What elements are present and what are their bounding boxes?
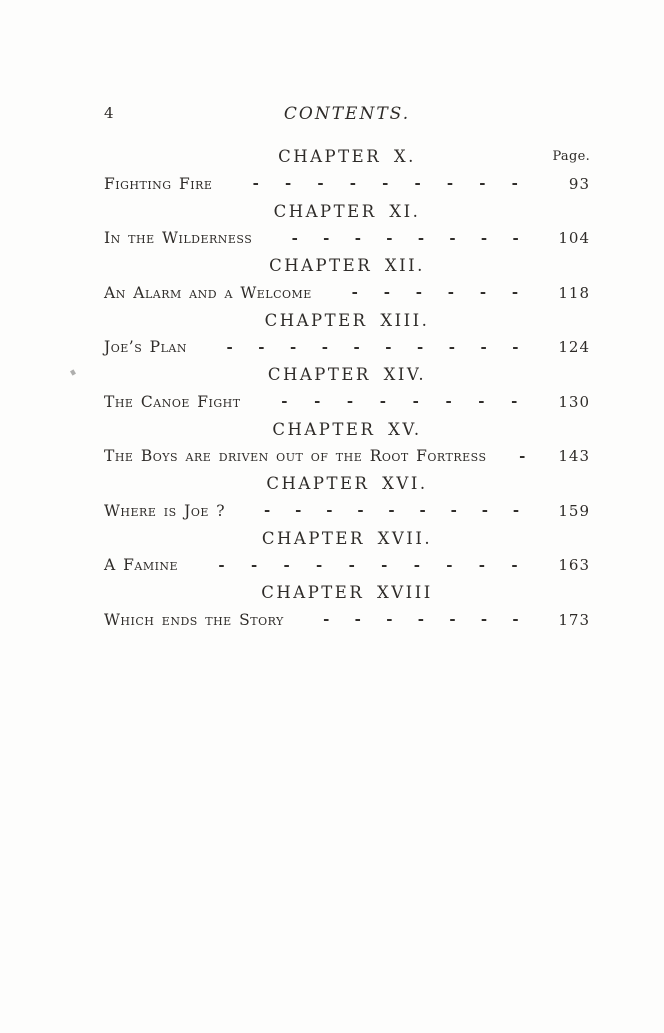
toc-entry: [104, 334, 590, 362]
leader-dash: -: [519, 448, 526, 464]
leader-dash: -: [357, 503, 364, 519]
leader-dash: -: [382, 176, 389, 192]
page-number: 159: [558, 501, 590, 520]
leader-dash: -: [413, 557, 420, 573]
leader-dash: -: [281, 394, 288, 410]
leader-dash: -: [416, 339, 424, 355]
chapter-heading: CHAPTER XVII.: [261, 528, 433, 548]
entry-title: Where is Joe ?: [104, 501, 226, 520]
chapter-heading: CHAPTER XII.: [269, 256, 425, 275]
page-number: 118: [558, 283, 590, 302]
chapter-heading: CHAPTER XV.: [272, 419, 422, 439]
leader-dash: -: [448, 339, 455, 355]
leader-dash: -: [383, 285, 390, 301]
entry-title: The Canoe Fight: [104, 392, 241, 411]
leader-dash: -: [415, 285, 422, 301]
leader-dash: -: [284, 176, 292, 192]
leader-dashes: [239, 503, 544, 518]
leader-dash: -: [385, 339, 392, 355]
toc-entry: [104, 225, 590, 253]
scan-speck-artifact: [70, 369, 76, 375]
page-number: 104: [558, 229, 590, 248]
leader-dashes: [501, 449, 544, 464]
leader-dash: -: [314, 394, 321, 410]
toc-entry: [104, 170, 590, 198]
leader-dash: -: [480, 339, 487, 355]
folio-number: 4: [104, 104, 115, 122]
leader-dash: -: [349, 176, 356, 192]
chapter-heading: CHAPTER X.: [278, 147, 416, 166]
leader-dash: -: [218, 557, 225, 573]
leader-dash: -: [323, 230, 330, 246]
leader-dash: -: [447, 285, 455, 301]
page-number: 130: [558, 392, 590, 411]
leader-dash: -: [351, 285, 358, 301]
leader-dashes: [326, 285, 544, 300]
leader-dash: -: [250, 557, 258, 573]
toc-entry: [104, 279, 590, 307]
leader-dash: -: [480, 230, 488, 246]
leader-dash: -: [417, 230, 425, 246]
chapter-heading: CHAPTER XIII.: [264, 310, 430, 330]
page-header: [104, 104, 590, 126]
leader-dash: -: [379, 394, 386, 410]
leader-dash: -: [446, 176, 454, 192]
leader-dash: -: [512, 612, 519, 628]
leader-dashes: [192, 558, 544, 573]
page-number: 124: [558, 338, 590, 357]
leader-dash: -: [252, 176, 259, 192]
entry-title: Which ends the Story: [104, 610, 284, 629]
leader-dash: -: [512, 230, 519, 246]
leader-dash: -: [386, 230, 393, 246]
leader-dash: -: [445, 394, 452, 410]
leader-dash: -: [414, 176, 421, 192]
leader-dash: -: [511, 285, 519, 301]
toc-entry: [104, 388, 590, 416]
toc-entry: [104, 497, 590, 525]
leader-dashes: [266, 231, 544, 246]
leader-dash: -: [326, 503, 333, 519]
leader-dash: -: [511, 176, 518, 192]
leader-dash: -: [263, 503, 271, 519]
page-number: 173: [558, 610, 590, 629]
leader-dash: -: [449, 230, 456, 246]
toc-entry: [104, 552, 590, 580]
leader-dash: -: [348, 557, 355, 573]
leader-dash: -: [291, 230, 298, 246]
leader-dash: -: [478, 394, 485, 410]
leader-dash: -: [480, 612, 488, 628]
page-number: 93: [568, 174, 590, 193]
entry-title: Fighting Fire: [104, 174, 213, 193]
leader-dash: -: [381, 557, 388, 573]
leader-dash: -: [258, 339, 265, 355]
leader-dash: -: [354, 612, 361, 628]
leader-dash: -: [323, 612, 330, 628]
entry-title: A Famine: [104, 556, 179, 575]
leader-dash: -: [283, 557, 290, 573]
entry-title: The Boys are driven out of the Root Fortress: [104, 447, 487, 466]
leader-dash: -: [316, 557, 323, 573]
table-of-contents: [104, 143, 590, 634]
leader-dash: -: [512, 503, 520, 519]
leader-dash: -: [412, 394, 419, 410]
leader-dash: -: [512, 339, 519, 355]
leader-dash: -: [353, 339, 360, 355]
leader-dashes: [226, 176, 544, 191]
leader-dash: -: [450, 503, 457, 519]
leader-dash: -: [446, 557, 453, 573]
leader-dash: -: [354, 230, 361, 246]
leader-dash: -: [289, 339, 297, 355]
leader-dash: -: [511, 394, 518, 410]
page-column-label: Page.: [552, 149, 590, 164]
leader-dash: -: [386, 612, 393, 628]
leader-dashes: [298, 612, 544, 627]
leader-dash: -: [317, 176, 324, 192]
leader-dash: -: [321, 339, 328, 355]
toc-entry: [104, 606, 590, 634]
leader-dash: -: [419, 503, 426, 519]
chapter-heading: CHAPTER XVIII: [261, 583, 433, 602]
leader-dashes: [201, 340, 544, 355]
leader-dash: -: [388, 503, 395, 519]
leader-dash: -: [295, 503, 302, 519]
leader-dash: -: [479, 176, 486, 192]
leader-dash: -: [479, 285, 487, 301]
leader-dashes: [255, 394, 544, 409]
leader-dash: -: [481, 503, 488, 519]
leader-dash: -: [449, 612, 456, 628]
entry-title: An Alarm and a Welcome: [104, 283, 312, 302]
running-title: CONTENTS.: [283, 104, 411, 124]
chapter-heading: CHAPTER XVI.: [266, 474, 428, 493]
leader-dash: -: [346, 394, 354, 410]
entry-title: In the Wilderness: [104, 229, 253, 248]
leader-dash: -: [478, 557, 486, 573]
leader-dash: -: [417, 612, 424, 628]
chapter-heading: CHAPTER XIV.: [267, 365, 427, 384]
entry-title: Joe’s Plan: [104, 338, 187, 357]
page-number: 163: [558, 556, 590, 575]
chapter-heading: CHAPTER XI.: [273, 201, 421, 221]
leader-dash: -: [226, 339, 233, 355]
page-number: 143: [558, 447, 590, 466]
toc-entry: [104, 443, 590, 471]
leader-dash: -: [511, 557, 518, 573]
